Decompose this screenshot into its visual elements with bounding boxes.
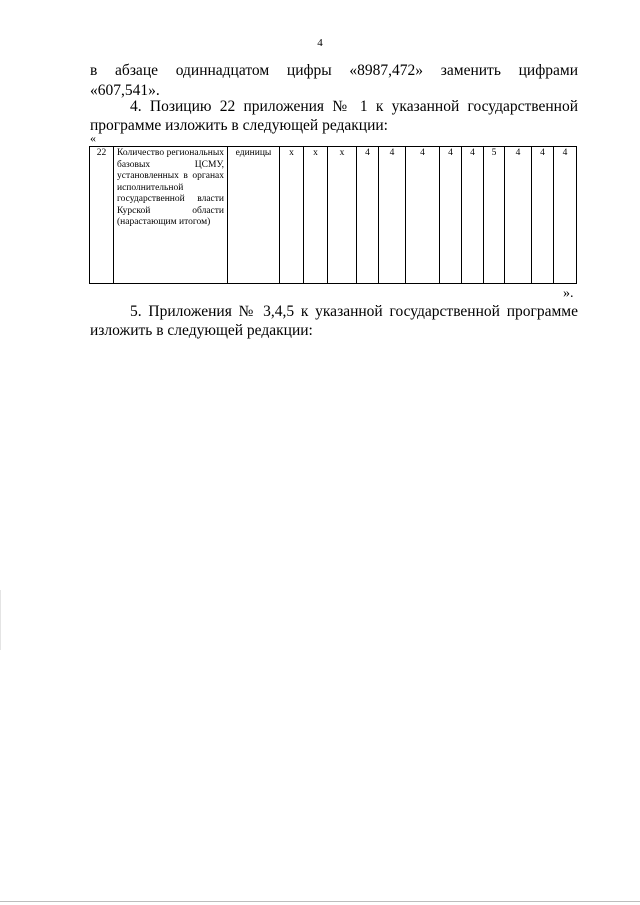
cell-number: 22 — [90, 147, 114, 284]
cell-value: 4 — [532, 147, 554, 284]
closing-quote: ». — [563, 286, 574, 301]
cell-value: 4 — [554, 147, 577, 284]
cell-value: х — [280, 147, 304, 284]
paragraph-item-5-line-1: 5. Приложения № 3,4,5 к указанной государственной программе — [130, 303, 578, 320]
cell-indicator-name: Количество региональных базовых ЦСМУ, установленных в органах исполнительной государственной власти Курской области (нарастающим итогом) — [114, 147, 228, 284]
paragraph-abzac-line-2: «607,541». — [90, 82, 160, 99]
opening-quote: « — [90, 131, 96, 145]
scan-bottom-edge — [0, 901, 640, 902]
cell-value: 4 — [357, 147, 379, 284]
paragraph-abzac-line-1: в абзаце одиннадцатом цифры «8987,472» заменить цифрами — [90, 62, 578, 79]
cell-unit: единицы — [228, 147, 280, 284]
cell-value: 4 — [440, 147, 462, 284]
cell-value: 4 — [462, 147, 484, 284]
paragraph-item-5-line-2: изложить в следующей редакции: — [90, 322, 313, 339]
scan-edge-mark — [0, 590, 1, 650]
position-table — [89, 146, 577, 284]
cell-value: 4 — [379, 147, 406, 284]
cell-value: 4 — [505, 147, 532, 284]
paragraph-item-4-line-2: программе изложить в следующей редакции: — [90, 117, 388, 134]
cell-value: 5 — [484, 147, 505, 284]
cell-value: х — [304, 147, 328, 284]
cell-value: 4 — [406, 147, 440, 284]
paragraph-item-4-line-1: 4. Позицию 22 приложения № 1 к указанной государственной — [130, 98, 578, 115]
cell-value: х — [328, 147, 357, 284]
page-number: 4 — [317, 37, 323, 49]
table-row — [90, 147, 577, 284]
